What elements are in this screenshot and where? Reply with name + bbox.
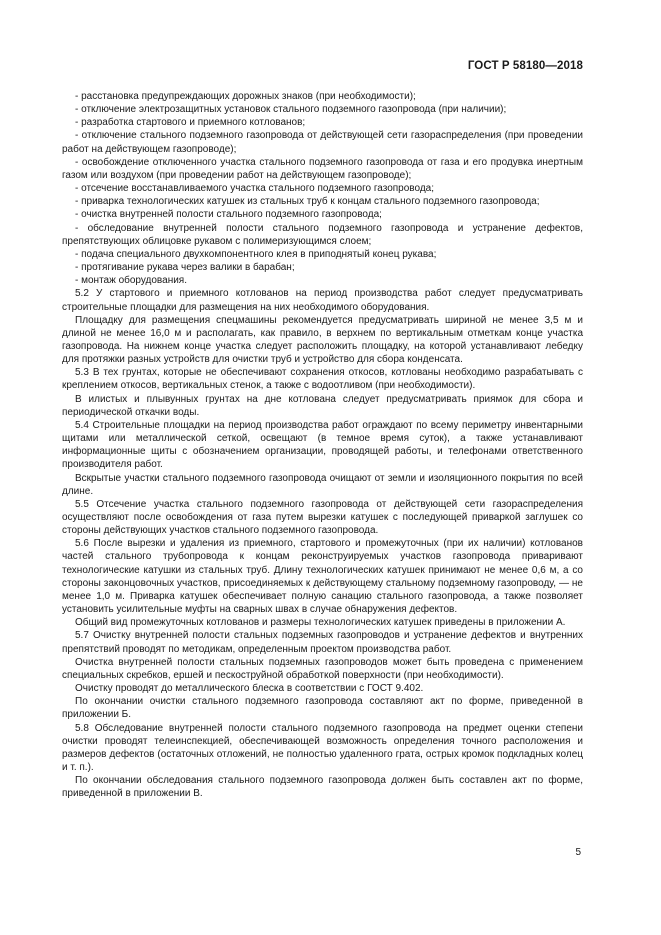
page-number: 5 <box>575 847 581 858</box>
paragraph: 5.5 Отсечение участка стального подземного газопровода от действующей сети газораспределения осуществляют после освобождения от газа путем вырезки катушек с последующей приваркой заглушек со стороны действующих участков стального подземного газопровода. <box>62 498 583 537</box>
paragraph: - протягивание рукава через валики в барабан; <box>75 262 295 274</box>
paragraph: - освобождение отключенного участка стального подземного газопровода от газа и его продувка инертным газом или воздухом (при проведении работ на действующем газопроводе); <box>62 156 583 181</box>
standard-code: ГОСТ Р 58180—2018 <box>467 60 583 72</box>
paragraph: 5.8 Обследование внутренней полости стального подземного газопровода на предмет оценки степени очистки проводят телеинспекцией, обеспечивающей возможность определения точного расположения и размеров дефектов (остаточных отложений, не полностью удаленного грата, острых кромок подкладных колец и т. п.). <box>62 722 583 773</box>
paragraph: - обследование внутренней полости стального подземного газопровода и устранение дефектов, препятствующих облицовке рукавом с полимеризующимся слоем; <box>62 222 583 247</box>
document-body <box>62 90 583 800</box>
paragraph: 5.4 Строительные площадки на период производства работ ограждают по всему периметру инвентарными щитами или металлической сеткой, освещают (в темное время суток), а также устанавливают информационные щиты с обозначением организации, проводящей работы, и телефонами ответственного производителя работ. <box>62 419 583 471</box>
paragraph: По окончании очистки стального подземного газопровода составляют акт по форме, приведенной в приложении Б. <box>62 696 583 721</box>
paragraph: - отключение стального подземного газопровода от действующей сети газораспределения (при проведении работ на действующем газопроводе); <box>62 130 583 155</box>
paragraph: Общий вид промежуточных котлованов и размеры технологических катушек приведены в приложении А. <box>75 617 566 629</box>
paragraph: Очистку проводят до металлического блеска в соответствии с ГОСТ 9.402. <box>75 683 424 695</box>
paragraph: - очистка внутренней полости стального подземного газопровода; <box>75 209 382 221</box>
paragraph: - отключение электрозащитных установок стального подземного газопровода (при наличии); <box>75 104 507 116</box>
paragraph: 5.6 После вырезки и удаления из приемного, стартового и промежуточных (при их наличии) котлованов частей стального трубопровода к концам реконструируемых участков газопровода приваривают технологические катушки из стальных труб. Длину технологических катушек принимают не менее 0,6 м, а со стороны законцовочных участков, присоединяемых к действующему стальному подземному газопроводу, — не менее 1,0 м. Приварка катушек обеспечивает полную санацию стального газопровода, а также позволяет установить усилительные муфты на сварных швах в случае обнаружения дефектов. <box>62 538 583 616</box>
paragraph: Вскрытые участки стального подземного газопровода очищают от земли и изоляционного покрытия по всей длине. <box>62 472 583 497</box>
paragraph: - разработка стартового и приемного котлованов; <box>75 117 306 129</box>
paragraph: - приварка технологических катушек из стальных труб к концам стального подземного газопровода; <box>75 196 540 208</box>
paragraph: По окончании обследования стального подземного газопровода должен быть составлен акт по форме, приведенной в приложении В. <box>62 775 583 800</box>
paragraph: Площадку для размещения спецмашины рекомендуется предусматривать шириной не менее 3,5 м и длиной не менее 16,0 м и располагать, как правило, в верхнем по вертикальным отметкам конце участка газопровода. На нижнем конце участка следует расположить площадку, на которой устанавливают лебедку для протяжки разных устройств для очистки труб и устройство для сбора конденсата. <box>62 314 583 366</box>
paragraph: Очистка внутренней полости стальных подземных газопроводов может быть проведена с применением специальных скребков, ершей и пескоструйной обработкой поверхности (при необходимости). <box>62 656 583 681</box>
paragraph: 5.7 Очистку внутренней полости стальных подземных газопроводов и устранение дефектов и внутренних препятствий проводят по методикам, определенным проектом производства работ. <box>62 630 583 655</box>
paragraph: В илистых и плывунных грунтах на дне котлована следует предусматривать приямок для сбора и периодической откачки воды. <box>62 393 583 418</box>
paragraph: 5.2 У стартового и приемного котлованов на период производства работ следует предусматривать строительные площадки для размещения на них необходимого оборудования. <box>62 288 583 313</box>
paragraph: - отсечение восстанавливаемого участка стального подземного газопровода; <box>75 183 435 195</box>
paragraph: - расстановка предупреждающих дорожных знаков (при необходимости); <box>75 91 416 102</box>
paragraph: - монтаж оборудования. <box>75 275 187 287</box>
paragraph: - подача специального двухкомпонентного клея в приподнятый конец рукава; <box>75 248 437 260</box>
paragraph: 5.3 В тех грунтах, которые не обеспечивают сохранения откосов, котлованы необходимо разрабатывать с креплением откосов, вертикальных стенок, а также с водоотливом (при необходимости). <box>62 367 583 392</box>
